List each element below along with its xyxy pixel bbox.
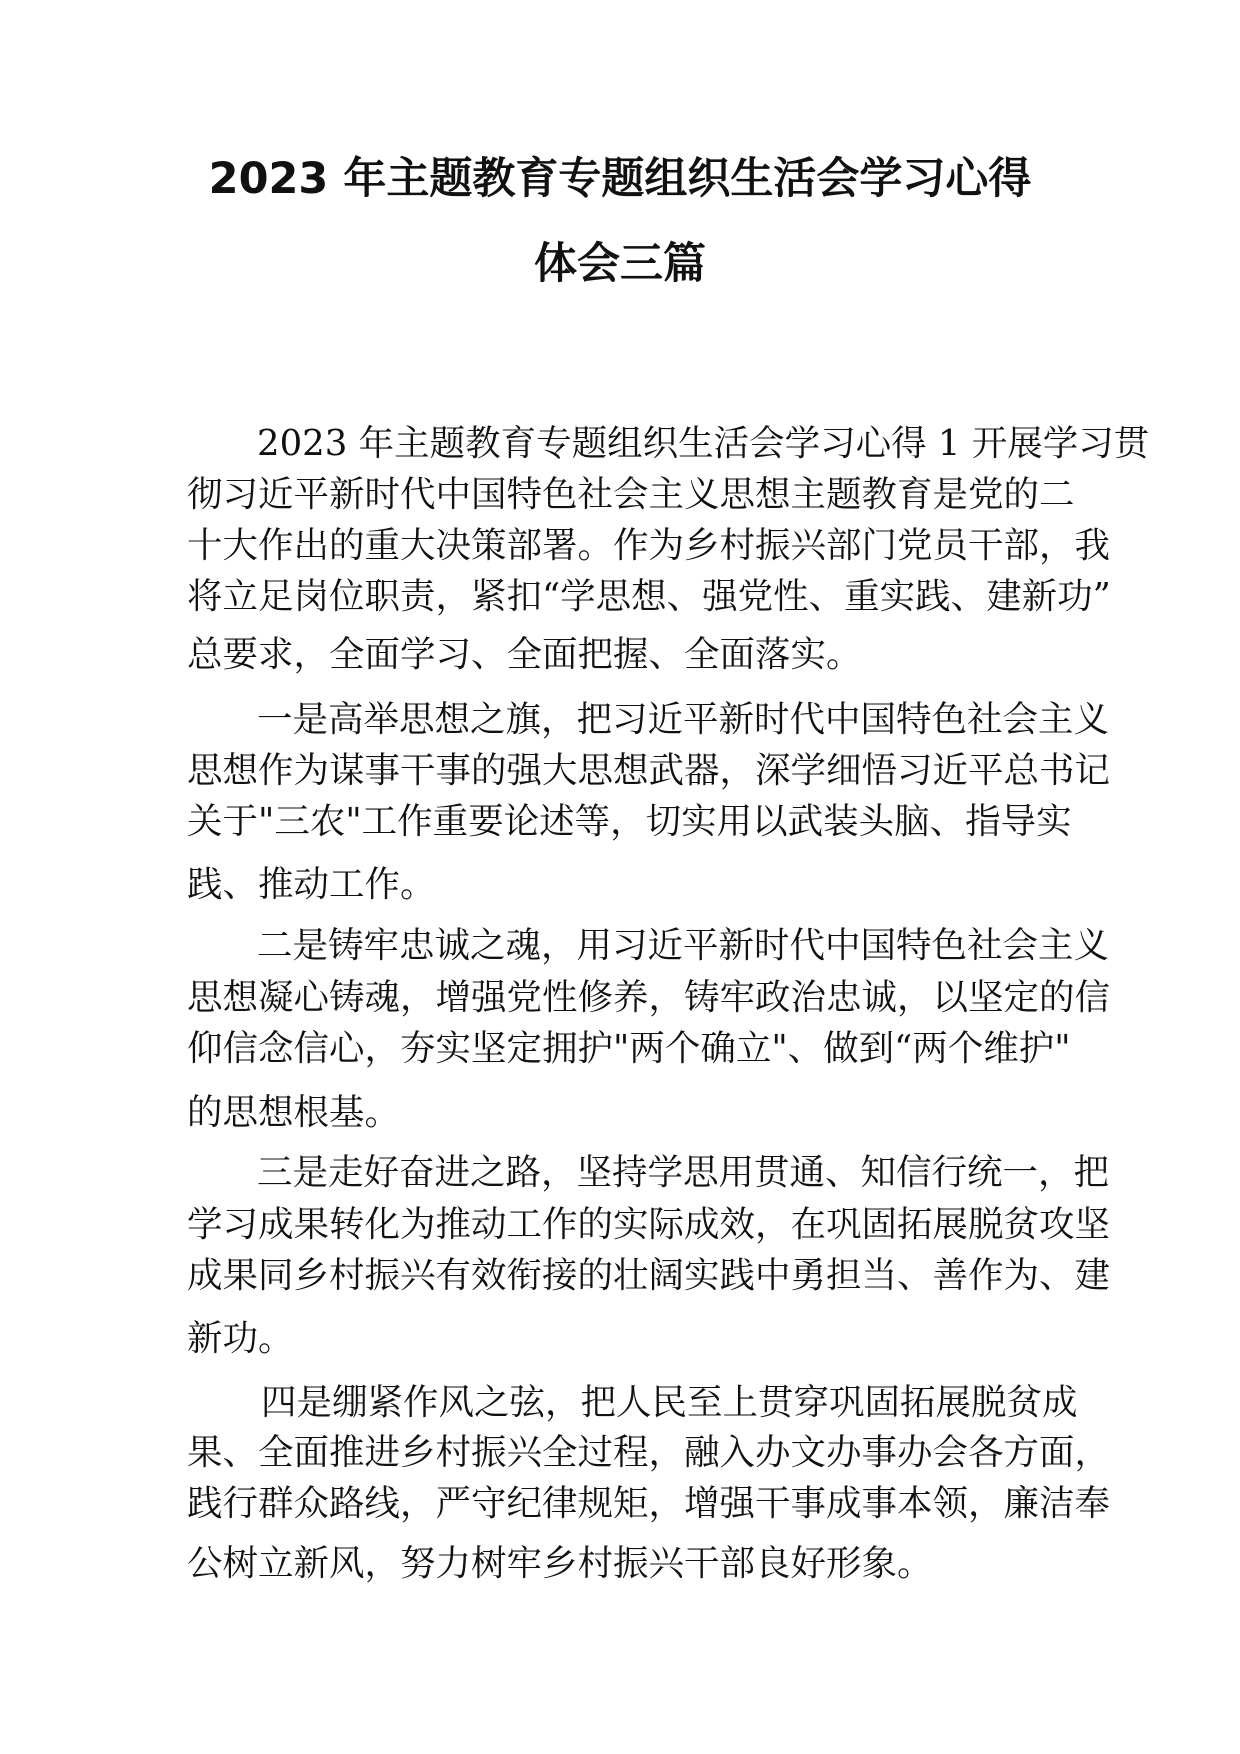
paragraph-line: 十大作出的重大决策部署。作为乡村振兴部门党员干部，我 — [187, 525, 1111, 566]
document-title-line-1: 2023 年主题教育专题组织生活会学习心得 — [208, 154, 1032, 204]
paragraph-line: 总要求，全面学习、全面把握、全面落实。 — [187, 634, 862, 675]
paragraph-line: 思想作为谋事干事的强大思想武器，深学细悟习近平总书记 — [187, 750, 1111, 791]
paragraph-line: 关于"三农"工作重要论述等，切实用以武装头脑、指导实 — [187, 801, 1072, 842]
paragraph-line: 践、推动工作。 — [187, 864, 436, 905]
paragraph-line: 成果同乡村振兴有效衔接的壮阔实践中勇担当、善作为、建 — [187, 1255, 1111, 1296]
paragraph-line: 将立足岗位职责，紧扣“学思想、强党性、重实践、建新功” — [187, 576, 1111, 617]
paragraph-line: 三是走好奋进之路，坚持学思用贯通、知信行统一，把 — [257, 1152, 1110, 1193]
paragraph-line: 2023 年主题教育专题组织生活会学习心得 1 开展学习贯 — [257, 423, 1150, 464]
paragraph-line: 学习成果转化为推动工作的实际成效，在巩固拓展脱贫攻坚 — [187, 1204, 1111, 1245]
paragraph-line: 的思想根基。 — [187, 1092, 401, 1133]
paragraph-line: 彻习近平新时代中国特色社会主义思想主题教育是党的二 — [187, 474, 1075, 515]
paragraph-line: 思想凝心铸魂，增强党性修养，铸牢政治忠诚，以坚定的信 — [187, 977, 1111, 1018]
paragraph-line: 一是高举思想之旗，把习近平新时代中国特色社会主义 — [257, 699, 1110, 740]
paragraph-line: 践行群众路线，严守纪律规矩，增强干事成事本领，廉洁奉 — [187, 1483, 1111, 1524]
paragraph-line: 公树立新风，努力树牢乡村振兴干部良好形象。 — [187, 1543, 933, 1584]
paragraph-line: 果、全面推进乡村振兴全过程，融入办文办事办会各方面， — [187, 1432, 1111, 1473]
document-title-line-2: 体会三篇 — [534, 239, 706, 289]
paragraph-line: 二是铸牢忠诚之魂，用习近平新时代中国特色社会主义 — [257, 925, 1110, 966]
paragraph-line: 新功。 — [187, 1318, 294, 1359]
paragraph-line: 仰信念信心，夯实坚定拥护"两个确立"、做到“两个维护" — [187, 1028, 1071, 1069]
paragraph-line: 四是绷紧作风之弦，把人民至上贯穿巩固拓展脱贫成 — [261, 1382, 1078, 1423]
